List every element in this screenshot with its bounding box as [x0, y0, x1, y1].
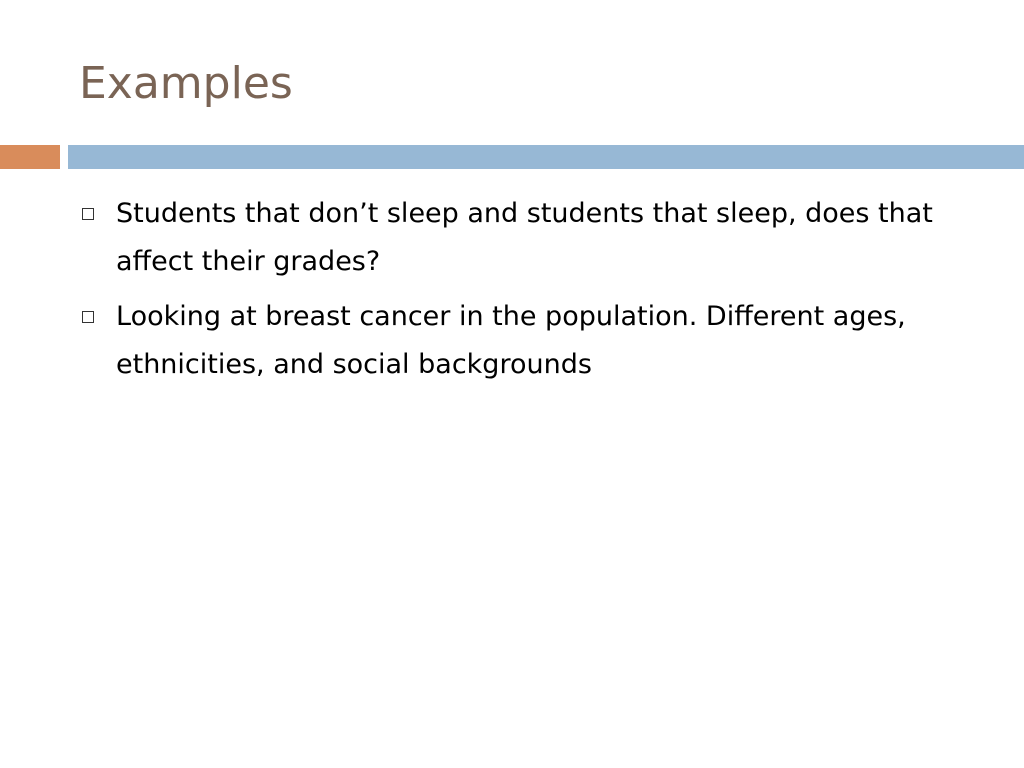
bullet-list [82, 190, 982, 396]
bullet-item [82, 190, 982, 286]
slide-title: Examples [79, 58, 293, 109]
hollow-square-icon [82, 208, 94, 220]
accent-bar-blue [68, 145, 1024, 169]
accent-bar-orange [0, 145, 60, 169]
hollow-square-icon [82, 311, 94, 323]
bullet-text: Looking at breast cancer in the population. Different ages, ethnicities, and social backgrounds [116, 301, 906, 380]
bullet-text: Students that don’t sleep and students that sleep, does that affect their grades? [116, 198, 933, 277]
bullet-item [82, 293, 982, 389]
